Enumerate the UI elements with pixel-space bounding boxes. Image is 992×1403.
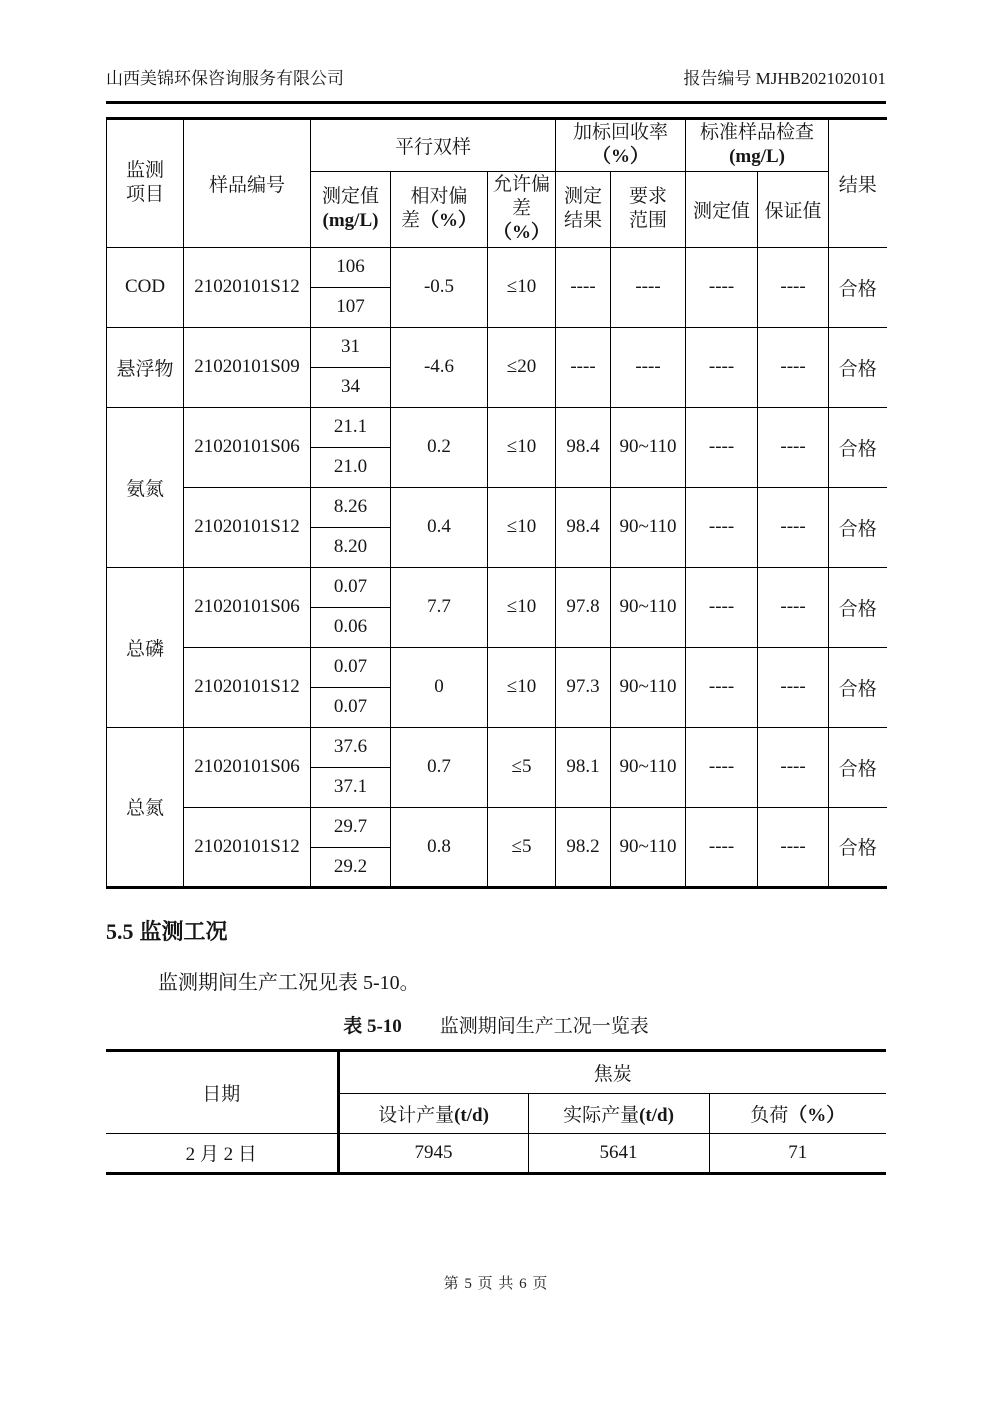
qa-value2-cell: 21.0	[311, 447, 391, 487]
qa-result-cell: 合格	[829, 407, 887, 487]
qa-item-cell: 总磷	[107, 567, 184, 727]
table-row	[107, 567, 887, 607]
qa-sample-cell: 21020101S06	[184, 407, 311, 487]
qa-spike-range-cell: 90~110	[611, 647, 686, 727]
col-header-sample-no: 样品编号	[184, 119, 311, 248]
qa-spike-result-cell: ----	[556, 327, 611, 407]
qa-spike-range-cell: 90~110	[611, 567, 686, 647]
qa-relative-deviation-cell: -4.6	[391, 327, 488, 407]
qa-value2-cell: 0.07	[311, 687, 391, 727]
qa-std-certified-cell: ----	[758, 807, 829, 887]
qa-value1-cell: 106	[311, 247, 391, 287]
group-header-spike-recovery: 加标回收率 （%）	[556, 119, 686, 172]
qa-value1-cell: 31	[311, 327, 391, 367]
col-header-measured-value: 测定值 (mg/L)	[311, 171, 391, 247]
qa-allowed-deviation-cell: ≤10	[488, 407, 556, 487]
col-header-result: 结果	[829, 119, 887, 248]
table-row	[107, 247, 887, 287]
qa-value2-cell: 107	[311, 287, 391, 327]
qa-relative-deviation-cell: 0.8	[391, 807, 488, 887]
qa-std-measured-cell: ----	[686, 247, 758, 327]
qa-sample-cell: 21020101S09	[184, 327, 311, 407]
table-row	[107, 487, 887, 527]
qa-std-measured-cell: ----	[686, 647, 758, 727]
page-number: 第 5 页 共 6 页	[443, 1276, 549, 1292]
qa-value1-cell: 0.07	[311, 647, 391, 687]
qa-std-certified-cell: ----	[758, 487, 829, 567]
report-number: 报告编号 MJHB2021020101	[683, 69, 886, 88]
qa-sample-cell: 21020101S12	[184, 247, 311, 327]
qa-std-certified-cell: ----	[758, 327, 829, 407]
prod-date-cell: 2 月 2 日	[106, 1133, 338, 1173]
qa-allowed-deviation-cell: ≤10	[488, 647, 556, 727]
table-row	[107, 647, 887, 687]
qa-result-cell: 合格	[829, 487, 887, 567]
qa-item-cell: 氨氮	[107, 407, 184, 567]
prod-design-header: 设计产量(t/d)	[338, 1093, 528, 1133]
qa-header-row-1	[107, 119, 887, 172]
qa-spike-range-cell: 90~110	[611, 407, 686, 487]
qa-std-measured-cell: ----	[686, 327, 758, 407]
qa-results-table	[106, 117, 887, 889]
table-row	[107, 407, 887, 447]
col-header-allowed-deviation: 允许偏 差（%）	[488, 171, 556, 247]
qa-std-measured-cell: ----	[686, 807, 758, 887]
qa-item-cell: 悬浮物	[107, 327, 184, 407]
qa-sample-cell: 21020101S06	[184, 567, 311, 647]
qa-spike-result-cell: 98.4	[556, 487, 611, 567]
section-heading	[106, 915, 886, 946]
qa-std-measured-cell: ----	[686, 407, 758, 487]
body-paragraph: 监测期间生产工况见表 5-10。	[158, 971, 420, 994]
qa-std-certified-cell: ----	[758, 647, 829, 727]
group-header-standard-sample: 标准样品检查 (mg/L)	[686, 119, 829, 172]
qa-sample-cell: 21020101S06	[184, 727, 311, 807]
prod-date-header: 日期	[106, 1050, 338, 1133]
qa-value1-cell: 8.26	[311, 487, 391, 527]
qa-relative-deviation-cell: 0.4	[391, 487, 488, 567]
qa-spike-range-cell: 90~110	[611, 727, 686, 807]
qa-value1-cell: 21.1	[311, 407, 391, 447]
production-table	[106, 1049, 886, 1175]
company-name: 山西美锦环保咨询服务有限公司	[106, 69, 344, 88]
qa-allowed-deviation-cell: ≤10	[488, 567, 556, 647]
qa-relative-deviation-cell: 0.2	[391, 407, 488, 487]
qa-relative-deviation-cell: 7.7	[391, 567, 488, 647]
qa-spike-range-cell: ----	[611, 327, 686, 407]
qa-item-cell: 总氮	[107, 727, 184, 887]
qa-value2-cell: 29.2	[311, 847, 391, 887]
qa-spike-range-cell: ----	[611, 247, 686, 327]
qa-relative-deviation-cell: 0	[391, 647, 488, 727]
qa-std-certified-cell: ----	[758, 407, 829, 487]
qa-item-cell: COD	[107, 247, 184, 327]
prod-actual-cell: 5641	[528, 1133, 709, 1173]
qa-spike-range-cell: 90~110	[611, 807, 686, 887]
qa-relative-deviation-cell: 0.7	[391, 727, 488, 807]
qa-std-certified-cell: ----	[758, 727, 829, 807]
qa-std-certified-cell: ----	[758, 567, 829, 647]
table-caption-label: 表 5-10	[343, 1015, 402, 1037]
qa-std-measured-cell: ----	[686, 487, 758, 567]
prod-actual-header: 实际产量(t/d)	[528, 1093, 709, 1133]
qa-value1-cell: 29.7	[311, 807, 391, 847]
col-header-spike-result: 测定 结果	[556, 171, 611, 247]
qa-value2-cell: 34	[311, 367, 391, 407]
prod-design-cell: 7945	[338, 1133, 528, 1173]
qa-spike-result-cell: 97.3	[556, 647, 611, 727]
qa-std-measured-cell: ----	[686, 727, 758, 807]
qa-result-cell: 合格	[829, 567, 887, 647]
qa-spike-range-cell: 90~110	[611, 487, 686, 567]
table-row	[107, 327, 887, 367]
qa-spike-result-cell: ----	[556, 247, 611, 327]
qa-spike-result-cell: 98.1	[556, 727, 611, 807]
qa-spike-result-cell: 98.4	[556, 407, 611, 487]
qa-value1-cell: 0.07	[311, 567, 391, 607]
table-row	[107, 807, 887, 847]
prod-load-header: 负荷（%）	[709, 1093, 886, 1133]
qa-sample-cell: 21020101S12	[184, 487, 311, 567]
qa-value2-cell: 8.20	[311, 527, 391, 567]
group-header-parallel-duplicate: 平行双样	[311, 119, 556, 172]
qa-value2-cell: 0.06	[311, 607, 391, 647]
col-header-std-measured: 测定值	[686, 171, 758, 247]
qa-sample-cell: 21020101S12	[184, 647, 311, 727]
qa-result-cell: 合格	[829, 807, 887, 887]
qa-allowed-deviation-cell: ≤10	[488, 487, 556, 567]
section-number: 5.5	[106, 918, 134, 944]
qa-allowed-deviation-cell: ≤20	[488, 327, 556, 407]
header-rule	[106, 101, 886, 104]
qa-value1-cell: 37.6	[311, 727, 391, 767]
col-header-std-certified: 保证值	[758, 171, 829, 247]
qa-sample-cell: 21020101S12	[184, 807, 311, 887]
qa-allowed-deviation-cell: ≤5	[488, 727, 556, 807]
col-header-monitor-item: 监测 项目	[107, 119, 184, 248]
qa-allowed-deviation-cell: ≤10	[488, 247, 556, 327]
col-header-relative-deviation: 相对偏 差（%）	[391, 171, 488, 247]
qa-std-measured-cell: ----	[686, 567, 758, 647]
prod-product-header: 焦炭	[338, 1050, 886, 1093]
qa-relative-deviation-cell: -0.5	[391, 247, 488, 327]
qa-value2-cell: 37.1	[311, 767, 391, 807]
qa-result-cell: 合格	[829, 647, 887, 727]
qa-allowed-deviation-cell: ≤5	[488, 807, 556, 887]
table-caption	[106, 1011, 886, 1038]
qa-std-certified-cell: ----	[758, 247, 829, 327]
table-row	[106, 1133, 886, 1173]
prod-load-cell: 71	[709, 1133, 886, 1173]
qa-spike-result-cell: 97.8	[556, 567, 611, 647]
col-header-spike-range: 要求 范围	[611, 171, 686, 247]
table-row	[106, 1050, 886, 1093]
page-header	[106, 0, 886, 89]
table-caption-title: 监测期间生产工况一览表	[439, 1015, 649, 1037]
section-title: 监测工况	[139, 918, 228, 944]
qa-result-cell: 合格	[829, 727, 887, 807]
table-row	[107, 727, 887, 767]
qa-result-cell: 合格	[829, 247, 887, 327]
qa-spike-result-cell: 98.2	[556, 807, 611, 887]
qa-result-cell: 合格	[829, 327, 887, 407]
